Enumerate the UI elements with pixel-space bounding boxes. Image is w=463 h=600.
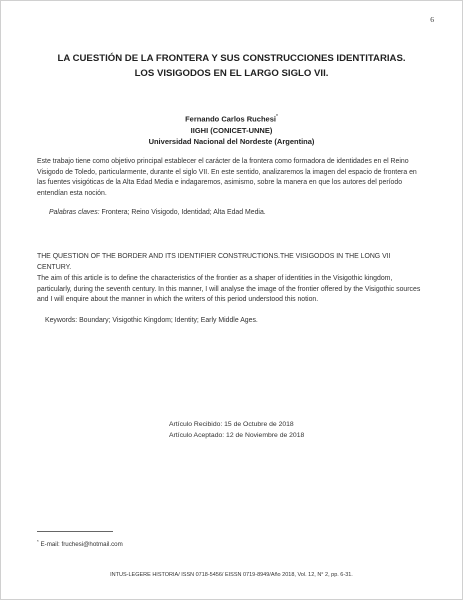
english-title: THE QUESTION OF THE BORDER AND ITS IDENTIFIER CONSTRUCTIONS.THE VISIGODOS IN THE LONG VII CENTURY. (37, 253, 391, 271)
keywords-english: Keywords: Boundary; Visigothic Kingdom; Identity; Early Middle Ages. (45, 317, 258, 324)
keywords-spanish (49, 208, 426, 219)
journal-reference: INTUS-LEGERE HISTORIA/ ISSN 0718-5456/ EISSN 0719-8949/Año 2018, Vol. 12, N° 2, pp. 6-31. (110, 572, 353, 578)
author-footnote-mark: * (275, 114, 278, 120)
abstract-english: The aim of this article is to define the characteristics of the frontier as a shaper of identities in the Visigothic kingdom, particularly, during the seventh century. In this manner, I will analyse the image of the frontier offered by the Visigothic sources and I will enquire about the manner in which the writers of this period understood this notion. (37, 275, 421, 303)
page-number: 6 (430, 15, 434, 24)
abstract-spanish: Este trabajo tiene como objetivo principal establecer el carácter de la frontera como formadora de identidades en el Reino Visigodo de Toledo, particularmente, durante el siglo VII. En este sentido, analizaremos la imagen del espacio de frontera en las fuentes visigóticas de la Alta Edad Media e indagaremos, asimismo, sobre la manera en que los autores del período entendían esta noción. (37, 158, 417, 197)
footnote (37, 539, 123, 548)
footnote-divider (37, 531, 113, 532)
author-name-line (41, 112, 422, 125)
footnote-mark: * (37, 539, 39, 544)
date-accepted: Artículo Aceptado: 12 de Noviembre de 2018 (169, 431, 305, 439)
article-title-line-1: LA CUESTIÓN DE LA FRONTERA Y SUS CONSTRUCCIONES IDENTITARIAS. (57, 53, 406, 64)
article-title (41, 51, 422, 81)
article-title-line-2: LOS VISIGODOS EN EL LARGO SIGLO VII. (134, 68, 329, 79)
article-dates (169, 420, 304, 441)
keywords-spanish-label: Palabras claves: (49, 209, 100, 216)
keywords-spanish-text: Frontera; Reino Visigodo, Identidad; Alta Edad Media. (101, 209, 266, 216)
author-block (41, 112, 422, 147)
author-affiliation-1: IIGHI (CONICET-UNNE) (190, 125, 273, 135)
date-received: Artículo Recibido: 15 de Octubre de 2018 (169, 421, 294, 428)
author-name: Fernando Carlos Ruchesi (185, 114, 276, 124)
author-affiliation-2: Universidad Nacional del Nordeste (Argentina) (148, 136, 315, 146)
footnote-email: E-mail: fruchesi@hotmail.com (40, 541, 123, 549)
